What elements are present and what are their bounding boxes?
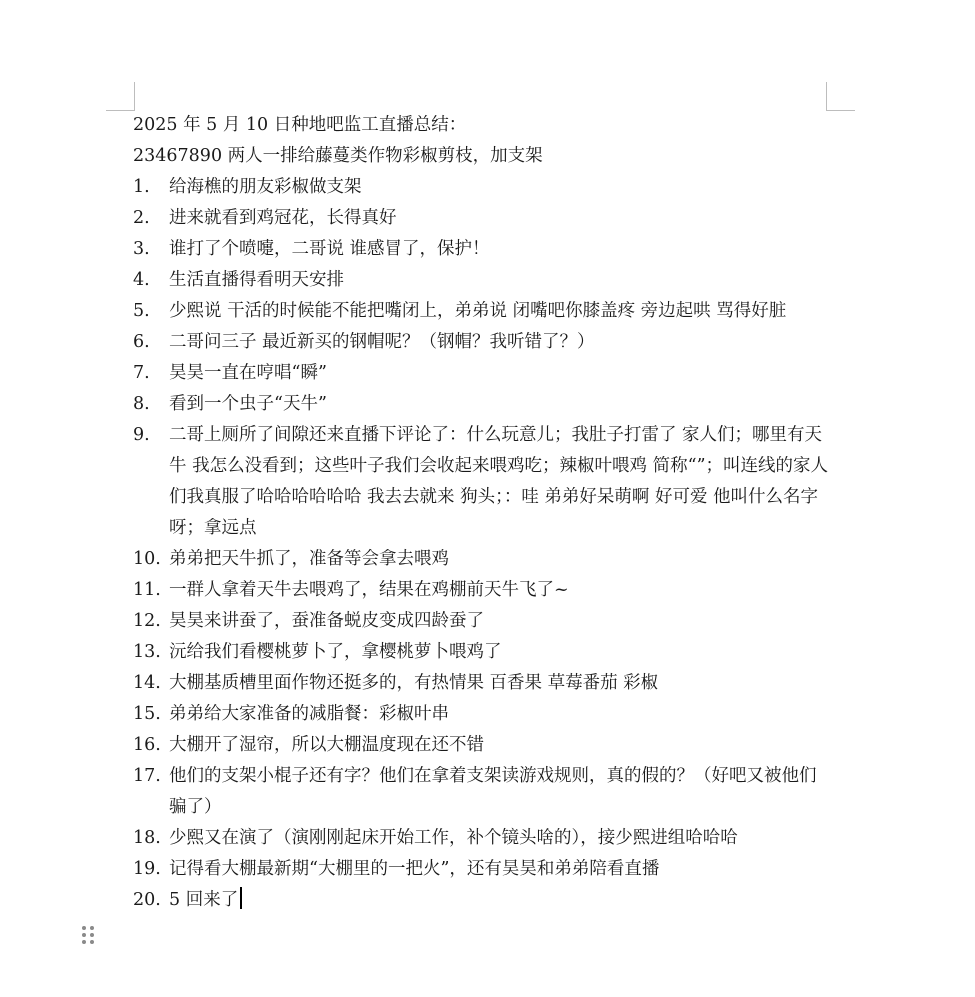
list-item-text[interactable]: 少熙说 干活的时候能不能把嘴闭上，弟弟说 闭嘴吧你膝盖疼 旁边起哄 骂得好脏 [169,301,787,321]
list-item-number: 14. [133,673,161,693]
list-item[interactable] [133,885,833,916]
list-item-number: 2. [133,208,150,228]
list-item-number: 9. [133,425,150,445]
list-item[interactable] [133,761,833,823]
list-item[interactable] [133,420,833,544]
list-item[interactable] [133,265,833,296]
list-item-number: 17. [133,766,161,786]
list-item[interactable] [133,544,833,575]
list-item[interactable] [133,327,833,358]
document-heading-line[interactable]: 2025 年 5 月 10 日种地吧监工直播总结： [133,115,467,135]
list-item[interactable] [133,389,833,420]
list-item-number: 20. [133,890,161,910]
list-item-text[interactable]: 5 回来了 [169,890,239,910]
list-item-text[interactable]: 进来就看到鸡冠花，长得真好 [169,208,397,228]
list-item-text[interactable]: 二哥上厕所了间隙还来直播下评论了：什么玩意儿；我肚子打雷了 家人们；哪里有天牛 我怎么没看到；这些叶子我们会收起来喂鸡吃；辣椒叶喂鸡 简称“”；叫连线的家人们我真服了哈哈哈哈哈哈 我去去就来 狗头；：哇 弟弟好呆萌啊 好可爱 他叫什么名字呀；拿远点 [169,425,829,538]
list-item[interactable] [133,172,833,203]
list-item-number: 5. [133,301,150,321]
list-item-text[interactable]: 一群人拿着天牛去喂鸡了，结果在鸡棚前天牛飞了~ [169,580,569,600]
list-item-text[interactable]: 他们的支架小棍子还有字？他们在拿着支架读游戏规则，真的假的？（好吧又被他们骗了） [169,766,817,817]
list-item-number: 7. [133,363,150,383]
page-margin-corner-top-left [106,82,135,111]
list-item[interactable] [133,606,833,637]
list-item[interactable] [133,296,833,327]
list-item-text[interactable]: 沅给我们看樱桃萝卜了，拿樱桃萝卜喂鸡了 [169,642,502,662]
list-item-text[interactable]: 弟弟把天牛抓了，准备等会拿去喂鸡 [169,549,449,569]
list-item[interactable] [133,730,833,761]
list-item-number: 12. [133,611,161,631]
list-item-text[interactable]: 谁打了个喷嚏，二哥说 谁感冒了，保护！ [169,239,490,259]
list-item-text[interactable]: 给海樵的朋友彩椒做支架 [169,177,362,197]
list-item[interactable] [133,234,833,265]
text-cursor [240,887,242,909]
list-item[interactable] [133,575,833,606]
list-item-text[interactable]: 大棚基质槽里面作物还挺多的，有热情果 百香果 草莓番茄 彩椒 [169,673,659,693]
list-item-text[interactable]: 昊昊来讲蚕了，蚕准备蜕皮变成四龄蚕了 [169,611,484,631]
list-item-number: 6. [133,332,150,352]
list-item-number: 1. [133,177,150,197]
numbered-list [133,172,833,916]
list-item-number: 10. [133,549,161,569]
drag-handle-icon[interactable] [82,924,96,946]
list-item-number: 13. [133,642,161,662]
document-subheading-line[interactable]: 23467890 两人一排给藤蔓类作物彩椒剪枝，加支架 [133,146,543,166]
list-item[interactable] [133,823,833,854]
list-item-text[interactable]: 弟弟给大家准备的减脂餐：彩椒叶串 [169,704,449,724]
list-item-text[interactable]: 少熙又在演了（演刚刚起床开始工作，补个镜头啥的），接少熙进组哈哈哈 [169,828,738,848]
list-item-text[interactable]: 看到一个虫子“天牛” [169,394,327,414]
list-item-number: 18. [133,828,161,848]
list-item[interactable] [133,668,833,699]
list-item-number: 19. [133,859,161,879]
list-item[interactable] [133,358,833,389]
list-item-number: 4. [133,270,150,290]
page-margin-corner-top-right [826,82,855,111]
list-item-number: 8. [133,394,150,414]
list-item-number: 16. [133,735,161,755]
list-item-text[interactable]: 生活直播得看明天安排 [169,270,344,290]
list-item[interactable] [133,854,833,885]
list-item-text[interactable]: 大棚开了湿帘，所以大棚温度现在还不错 [169,735,484,755]
list-item-text[interactable]: 昊昊一直在哼唱“瞬” [169,363,327,383]
list-item-number: 3. [133,239,150,259]
document-body[interactable] [133,110,833,916]
list-item[interactable] [133,637,833,668]
list-item[interactable] [133,203,833,234]
list-item-text[interactable]: 二哥问三子 最近新买的钢帽呢？（钢帽？我听错了？） [169,332,595,352]
list-item-number: 15. [133,704,161,724]
list-item-text[interactable]: 记得看大棚最新期“大棚里的一把火”，还有昊昊和弟弟陪看直播 [169,859,660,879]
list-item[interactable] [133,699,833,730]
list-item-number: 11. [133,580,161,600]
